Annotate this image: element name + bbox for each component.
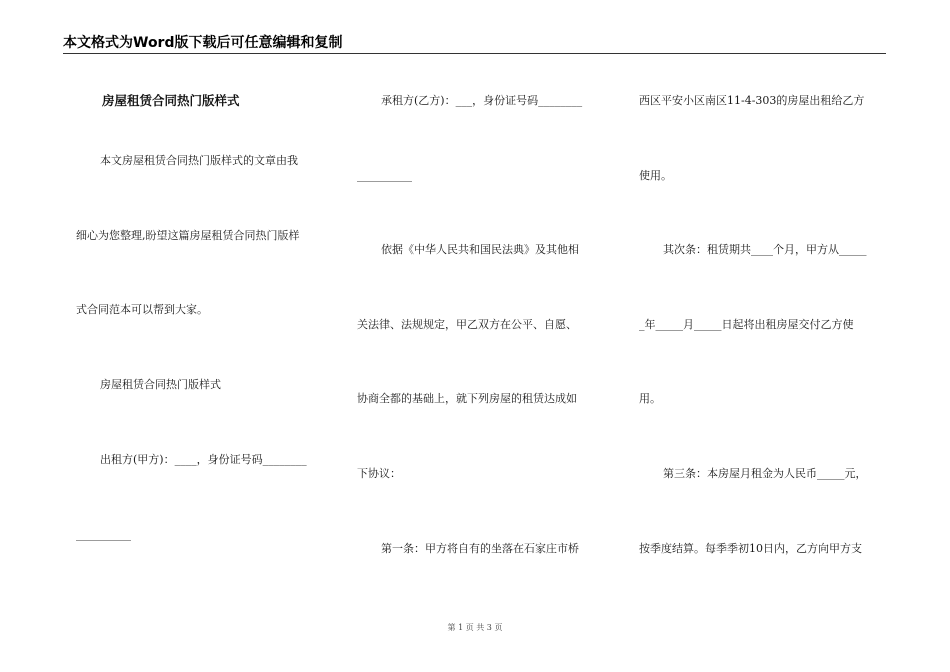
paragraph-line: 出租方(甲方)：____，身份证号码________ [100,453,307,466]
paragraph-line: __________ [357,169,412,182]
page-column-2 [357,0,607,672]
paragraph-line: 第一条：甲方将自有的坐落在石家庄市桥 [381,542,579,555]
paragraph-line: 本文房屋租赁合同热门版样式的文章由我 [100,154,298,167]
page-number: 第 1 页 共 3 页 [447,623,503,632]
paragraph-line: 第三条：本房屋月租金为人民币_____元， [663,467,867,480]
paragraph-line: 用。 [639,392,661,405]
document-header: 本文格式为Word版下载后可任意编辑和复制 [63,35,343,51]
paragraph-line: 使用。 [639,169,672,182]
page-column-1 [76,0,326,672]
paragraph-line: 关法律、法规规定，甲乙双方在公平、自愿、 [357,318,577,331]
paragraph-line: 承租方(乙方)：___，身份证号码________ [381,94,583,107]
document-title: 房屋租赁合同热门版样式 [102,93,240,108]
paragraph-line: _年_____月_____日起将出租房屋交付乙方使 [639,318,854,331]
paragraph-line: 西区平安小区南区11-4-303的房屋出租给乙方 [639,94,865,107]
page-column-3 [639,0,889,672]
paragraph-line: 细心为您整理,盼望这篇房屋租赁合同热门版样 [76,229,300,242]
paragraph-line: 按季度结算。每季季初10日内，乙方向甲方支 [639,542,862,555]
section-heading: 房屋租赁合同热门版样式 [100,378,221,391]
paragraph-line: __________ [76,528,131,541]
paragraph-line: 依据《中华人民共和国民法典》及其他相 [381,243,579,256]
paragraph-line: 式合同范本可以帮到大家。 [76,303,208,316]
paragraph-line: 下协议： [357,467,401,480]
paragraph-line: 协商全都的基础上，就下列房屋的租赁达成如 [357,392,577,405]
paragraph-line: 其次条：租赁期共____个月，甲方从_____ [663,243,867,256]
